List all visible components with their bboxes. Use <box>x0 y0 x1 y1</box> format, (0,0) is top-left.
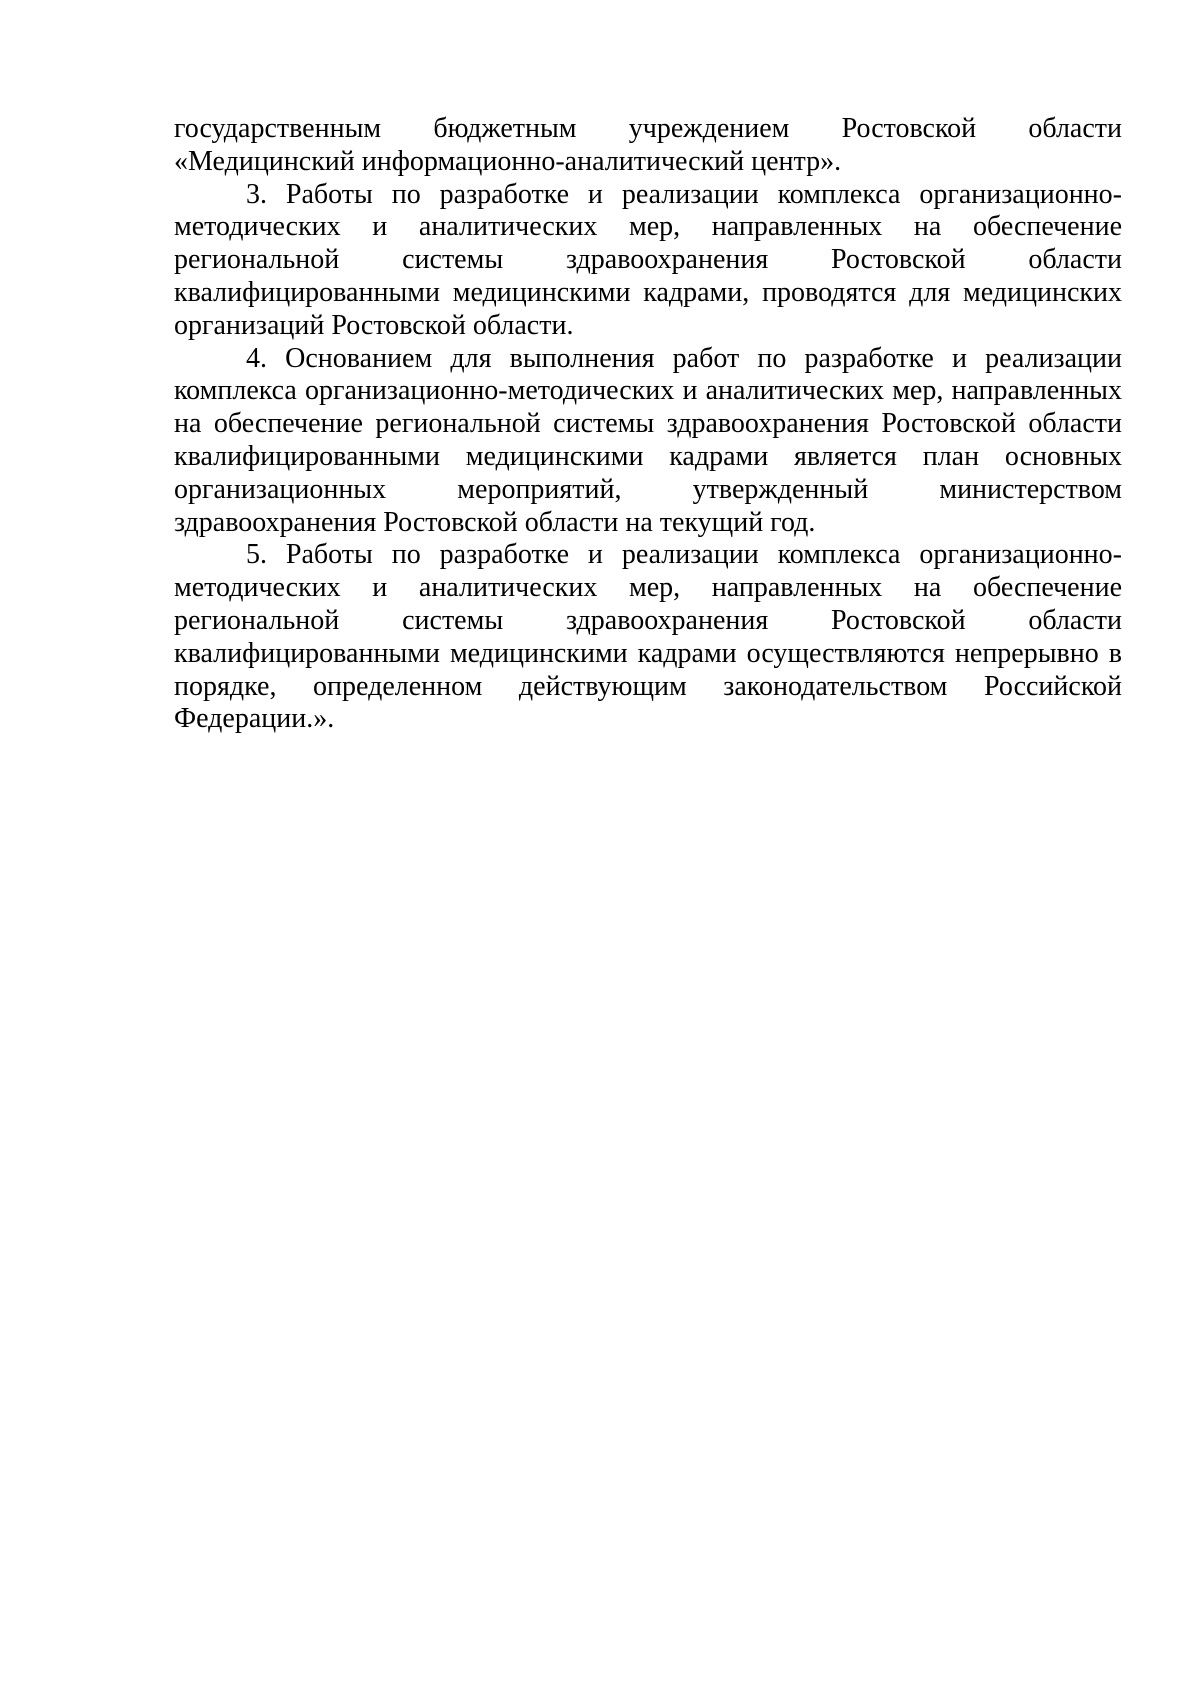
paragraph-continuation: государственным бюджетным учреждением Ростовской области «Медицинский информационно-аналитический центр». <box>174 113 1122 177</box>
paragraph-item-3: 3. Работы по разработке и реализации комплекса организационно-методических и аналитических мер, направленных на обеспечение региональной системы здравоохранения Ростовской области квалифицированными медицинскими кадрами, проводятся для медицинских организаций Ростовской области. <box>174 178 1122 341</box>
paragraph-item-5: 5. Работы по разработке и реализации комплекса организационно-методических и аналитических мер, направленных на обеспечение региональной системы здравоохранения Ростовской области квалифицированными медицинскими кадрами осуществляются непрерывно в порядке, определенном действующим законодательством Российской Федерации.». <box>174 539 1122 735</box>
document-body <box>174 113 1122 736</box>
paragraph-item-4: 4. Основанием для выполнения работ по разработке и реализации комплекса организационно-методических и аналитических мер, направленных на обеспечение региональной системы здравоохранения Ростовской области квалифицированными медицинскими кадрами является план основных организационных мероприятий, утвержденный министерством здравоохранения Ростовской области на текущий год. <box>174 342 1122 538</box>
